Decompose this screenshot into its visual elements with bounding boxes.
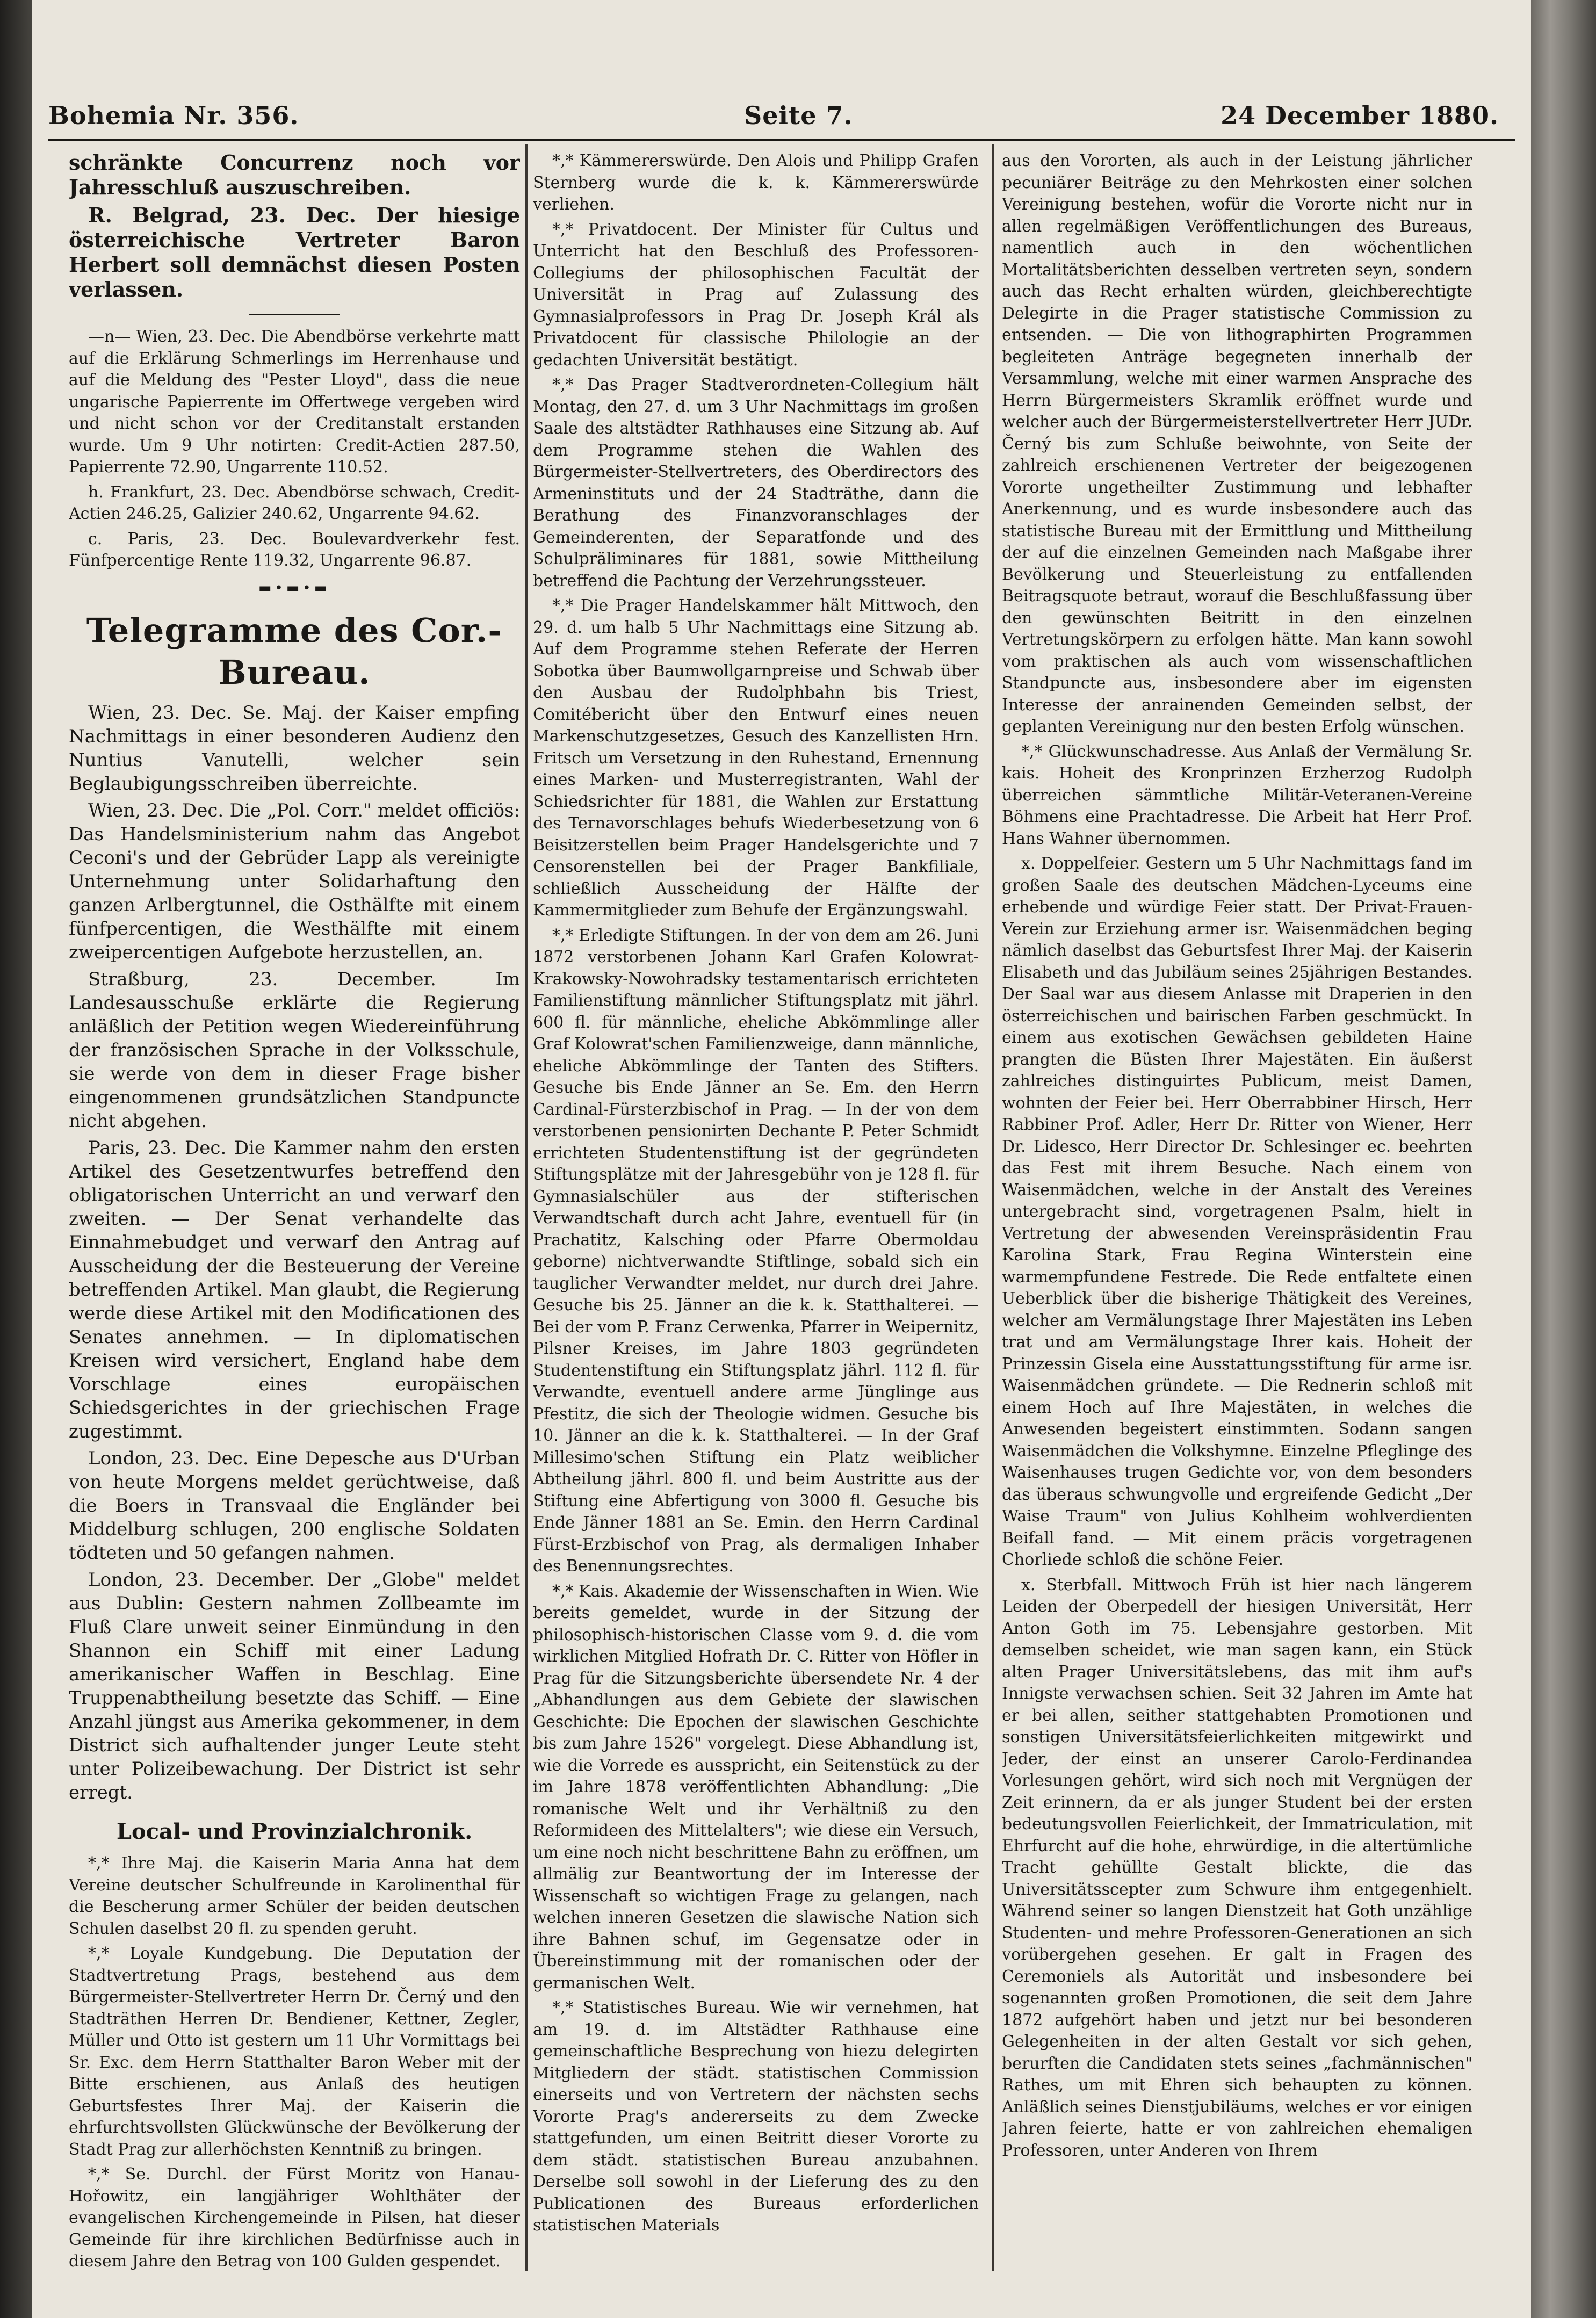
stock-report: —n— Wien, 23. Dec. Die Abendbörse verkehrte matt auf die Erklärung Schmerlings im Herrenhause und auf die Meldung des "Pester Lloyd", dass die neue ungarische Papierrente im Offertwege vergeben wird und nicht schon vor der Creditanstalt erstanden wurde. Um 9 Uhr notirten: Credit-Actien 287.50, Papierrente 72.90, Ungarrente 110.52. — [69, 327, 520, 476]
telegram-item: Straßburg, 23. December. Im Landesausschuße erklärte die Regierung anläßlich der Petition wegen Wiedereinführung der französischen Sprache in der Volksschule, sie werde von dem in dieser Frage bisher eingenommenen grundsätzlichen Standpuncte nicht abgehen. — [69, 969, 520, 1132]
local-item: *,* Glückwunschadresse. Aus Anlaß der Vermälung Sr. kais. Hoheit des Kronprinzen Erzherzog Rudolph überreichen sämmtliche Militär-Veteranen-Vereine Böhmens eine Prachtadresse. Die Arbeit hat Herr Prof. Hans Wahner übernommen. — [1002, 742, 1472, 848]
ornament-divider: ▬•▬•▬ — [258, 580, 331, 596]
local-item: *,* Kämmererswürde. Den Alois und Philipp Grafen Sternberg wurde die k. k. Kämmererswürde verliehen. — [533, 151, 979, 214]
column-1 — [69, 150, 520, 2272]
column-3 — [1002, 150, 1472, 2272]
section-title: Local- und Provinzialchronik. — [116, 1819, 473, 1844]
local-item: *,* Kais. Akademie der Wissenschaften in Wien. Wie bereits gemeldet, wurde in der Sitzung der philosophisch-historischen Classe vom 9. d. die vom wirklichen Mitglied Hofrath Dr. C. Ritter von Höfler in Prag für die Sitzungsberichte übersendete Nr. 4 der „Abhandlungen aus dem Gebiete der slawischen Geschichte: Die Epochen der slawischen Geschichte bis zum Jahre 1526" vorgelegt. Diese Abhandlung ist, wie die Vorrede es ausspricht, ein Seitenstück zu der im Jahre 1878 veröffentlichten Abhandlung: „Die romanische Welt und ihr Verhältniß zu den Reformideen des Mittelalters"; wie diese ein Versuch, um eine noch nicht beschrittene Bahn zu eröffnen, um allmälig zur Beantwortung der im Interesse der Wissenschaft so wichtigen Frage zu gelangen, nach welchen inneren Gesetzen die slawische Nation sich ihre Bahnen schuf, im Gegensatze oder in Übereinstimmung mit der romanischen oder der germanischen Welt. — [533, 1582, 979, 1992]
local-item: aus den Vororten, als auch in der Leistung jährlicher pecuniärer Beiträge zu den Mehrkosten einer solchen Vereinigung bestehen, wofür die Vororte nicht nur in allen regelmäßigen Veröffentlichungen des Bureaus, namentlich auch in den wöchentlichen Mortalitätsberichten desselben vertreten seyn, sondern auch das Recht erhalten würden, gleichberechtigte Delegirte in die Prager statistische Commission zu entsenden. — Die von lithographirten Programmen begleiteten Anträge begegneten innerhalb der Versammlung, welche mit einer warmen Ansprache des Herrn Bürgermeisters Skramlik eröffnet wurde und welcher auch der Bürgermeisterstellvertreter Herr JUDr. Černý bis zum Schluße beiwohnte, von Seite der zahlreich erschienenen Vertreter der beigezogenen Vororte ungetheilter Zustimmung und lebhafter Anerkennung, und es wurde insbesondere auch das statistische Bureau mit der Ermittlung und Mittheilung der auf die einzelnen Gemeinden nach Maßgabe ihrer Bevölkerung und Steuerleistung zu entfallenden Beitragsquote betraut, worauf die Beschlußfassung über den gewünschten Beitritt in den einzelnen Vertretungskörpern zu erfolgen hätte. Man kann sowohl vom praktischen als auch vom wissenschaftlichen Standpuncte aus, insbesondere aber im eigensten Interesse der anrainenden Gemeinden selbst, der geplanten Vereinigung nur den besten Erfolg wünschen. — [1002, 151, 1472, 736]
header-rule — [48, 139, 1515, 141]
local-item: x. Sterbfall. Mittwoch Früh ist hier nach längerem Leiden der Oberpedell der hiesigen Universität, Herr Anton Goth im 75. Lebensjahre gestorben. Mit demselben scheidet, wie man sagen kann, ein Stück alten Prager Universitätslebens, das mit ihm auf's Innigste verwachsen schien. Seit 32 Jahren im Amte hat er bei allen, seither stattgehabten Promotionen und sonstigen Universitätsfeierlichkeiten mitgewirkt und Jeder, der einst an unserer Carolo-Ferdinandea Vorlesungen gehört, wird sich noch mit Vergnügen der Zeit erinnern, da er als junger Student bei der ersten bedeutungsvollen Feierlichkeit, der Immatriculation, mit Ehrfurcht auf die hohe, ehrwürdige, in die altertümliche Tracht gehüllte Gestalt blickte, die das Universitätsscepter zum Schwure ihm entgegenhielt. Während seiner so langen Dienstzeit hat Goth unzählige Studenten- und mehre Professoren-Generationen an sich vorübergehen gesehen. Er galt in Fragen des Ceremoniels als Autorität und insbesondere bei sogenannten großen Promotionen, die seit dem Jahre 1872 aufgehört haben und jetzt nur bei besonderen Gelegenheiten in der alten Gestalt vor sich gehen, berurften die Candidaten stets seines „fachmännischen" Rathes, um mit Ehren sich behaupten zu können. Anläßlich seines Dienstjubiläums, welches er vor einigen Jahren feierte, hatte er von zahlreichen ehemaligen Professoren, unter Anderen von Ihrem — [1002, 1575, 1472, 2160]
local-item: *,* Se. Durchl. der Fürst Moritz von Hanau-Hořowitz, ein langjähriger Wohlthäter der evangelischen Kirchengemeinde in Pilsen, hat dieser Gemeinde für ihre kirchlichen Bedürfnisse auch in diesem Jahre den Betrag von 100 Gulden gespendet. — [69, 2165, 520, 2271]
section-title: Telegramme des Cor.-Bureau. — [86, 611, 503, 692]
local-item: *,* Die Prager Handelskammer hält Mittwoch, den 29. d. um halb 5 Uhr Nachmittags eine Sitzung ab. Auf dem Programme stehen Referate der Herren Sobotka über Baumwollgarnpreise und Schwab über den Ausbau der Rudolphbahn bis Triest, Comitébericht über den Entwurf eines neuen Markenschutzgesetzes, Gesuch des Kanzellisten Hrn. Fritsch um Versetzung in den Ruhestand, Ernennung eines Marken- und Musterregistranten, Wahl der Schiedsrichter für 1881, die Wahlen zur Erstattung des Ternavorschlages behufs Wiederbesetzung von 6 Beisitzerstellen beim Prager Handelsgerichte und 7 Censorenstellen bei der Prager Bankfiliale, schließlich Ausscheidung der Hälfte der Kammermitglieder zum Behufe der Ergänzungswahl. — [533, 596, 979, 920]
masthead-issue: Bohemia Nr. 356. — [48, 101, 299, 130]
local-item: *,* Statistisches Bureau. Wie wir vernehmen, hat am 19. d. im Altstädter Rathhause eine gemeinschaftliche Besprechung von hiezu delegirten Mitgliedern der städt. statistischen Commission einerseits und von Vertretern der nächsten sechs Vororte Prag's andererseits zu dem Zwecke stattgefunden, um einen Beitritt dieser Vororte zu dem städt. statistischen Bureau anzubahnen. Derselbe soll sowohl in der Lieferung des zu den Publicationen des Bureaus erforderlichen statistischen Materials — [533, 1998, 979, 2235]
article-paragraph: schränkte Concurrenz noch vor Jahresschluß auszuschreiben. — [69, 150, 520, 199]
scan-left-edge — [0, 0, 32, 2318]
telegram-item: Paris, 23. Dec. Die Kammer nahm den ersten Artikel des Gesetzentwurfes betreffend den obligatorischen Unterricht an und verwarf den zweiten. — Der Senat verhandelte das Einnahmebudget und verwarf den Antrag auf Ausscheidung der die Besteuerung der Vereine betreffenden Artikel. Man glaubt, die Regierung werde diese Artikel mit den Modificationen des Senates annehmen. — In diplomatischen Kreisen wird versichert, England habe dem Vorschlage eines europäischen Schiedsgerichtes in der griechischen Frage zugestimmt. — [69, 1137, 520, 1442]
telegram-item: London, 23. December. Der „Globe" meldet aus Dublin: Gestern nahmen Zollbeamte im Fluß Clare unweit seiner Einmündung in den Shannon ein Schiff mit einer Ladung amerikanischer Waffen in Beschlag. Eine Truppenabtheilung besetzte das Schiff. — Eine Anzahl jüngst aus Amerika gekommener, in dem District sich aufhaltender junger Leute steht unter Polizeibewachung. Der District ist sehr erregt. — [69, 1569, 520, 1803]
telegram-item: Wien, 23. Dec. Se. Maj. der Kaiser empfing Nachmittags in einer besonderen Audienz den Nuntius Vanutelli, welcher sein Beglaubigungsschreiben überreichte. — [69, 702, 520, 795]
column-rule-2 — [992, 144, 994, 2271]
telegram-item: London, 23. Dec. Eine Depesche aus D'Urban von heute Morgens meldet gerüchtweise, daß die Boers in Transvaal die Engländer bei Middelburg schlugen, 200 englische Soldaten tödteten und 50 gefangen nahmen. — [69, 1448, 520, 1564]
local-item: *,* Ihre Maj. die Kaiserin Maria Anna hat dem Vereine deutscher Schulfreunde in Karolinenthal für die Bescherung armer Schüler der beiden deutschen Schulen daselbst 20 fl. zu spenden geruht. — [69, 1854, 520, 1938]
issue-date: 24 December 1880. — [1221, 101, 1499, 130]
local-item: *,* Das Prager Stadtverordneten-Collegium hält Montag, den 27. d. um 3 Uhr Nachmittags im großen Saale des altstädter Rathhauses eine Sitzung ab. Auf dem Programme stehen die Wahlen des Bürgermeister-Stellvertreters, des Oberdirectors des Armeninstituts und der 24 Stadträthe, dann die Berathung des Finanzvoranschlages der Gemeinderenten, der Separatfonde und des Schulpräliminares für 1881, sowie Mittheilung betreffend die Pachtung der Verzehrungssteuer. — [533, 375, 979, 590]
page-header — [48, 81, 1520, 140]
stock-report: h. Frankfurt, 23. Dec. Abendbörse schwach, Credit-Actien 246.25, Galizier 240.62, Ungarrente 94.62. — [69, 482, 520, 523]
article-paragraph: R. Belgrad, 23. Dec. Der hiesige österreichische Vertreter Baron Herbert soll demnächst diesen Posten verlassen. — [69, 203, 520, 301]
local-item: *,* Erledigte Stiftungen. In der von dem am 26. Juni 1872 verstorbenen Johann Karl Grafen Kolowrat-Krakowsky-Nowohradsky testamentarisch errichteten Familienstiftung männlicher Stiftungsplatz mit jährl. 600 fl. für männliche, eheliche Abkömmlinge aller Graf Kolowrat'schen Familienzweige, dann männliche, eheliche Abkömmlinge der Tanten des Stifters. Gesuche bis Ende Jänner an Se. Em. den Herrn Cardinal-Fürsterzbischof in Prag. — In der von dem verstorbenen pensionirten Dechante P. Peter Schmidt errichteten Studentenstiftung ist der gegründeten Stiftungsplätze mit der Jahresgebühr von je 128 fl. für Gymnasialschüler aus der stifterischen Verwandtschaft durch acht Jahre, eventuell für (in Prachatitz, Kalsching oder Pfarre Obermoldau geborne) nichtverwandte Stiftlinge, sobald sich ein tauglicher Verwandter meldet, nur durch drei Jahre. Gesuche bis 25. Jänner an die k. k. Statthalterei. — Bei der vom P. Franz Cerwenka, Pfarrer in Weipernitz, Pilsner Kreises, im Jahre 1803 gegründeten Studentenstiftung ein Stiftungsplatz jährl. 112 fl. für Verwandte, eventuell andere arme Jünglinge aus Pfestitz, die sich der Theologie widmen. Gesuche bis 10. Jänner an die k. k. Statthalterei. — In der Graf Millesimo'schen Stiftung ein Platz weiblicher Abtheilung jährl. 800 fl. und beim Austritte aus der Stiftung eine Abfertigung von 3000 fl. Gesuche bis Ende Jänner 1881 an Se. Emin. den Herrn Cardinal Fürst-Erzbischof von Prag, als dermaligen Inhaber des Benennungsrechtes. — [533, 926, 979, 1576]
telegram-item: Wien, 23. Dec. Die „Pol. Corr." meldet officiös: Das Handelsministerium nahm das Angebot Ceconi's und der Gebrüder Lapp als vereinigte Unternehmung unter Solidarhaftung den ganzen Arlbergtunnel, die Osthälfte mit einem fünfpercentigen, die Westhälfte mit einem zweipercentigen Aufgebote herzustellen, an. — [69, 800, 520, 963]
column-rule-1 — [525, 144, 528, 2271]
scan-right-edge — [1531, 0, 1596, 2318]
column-2 — [533, 150, 979, 2272]
local-item: *,* Loyale Kundgebung. Die Deputation der Stadtvertretung Prags, bestehend aus dem Bürgermeister-Stellvertreter Herrn Dr. Černý und den Stadträthen Herren Dr. Bendiener, Kettner, Zegler, Müller und Otto ist gestern um 11 Uhr Vormittags bei Sr. Exc. dem Herrn Statthalter Baron Weber mit der Bitte erschienen, aus Anlaß des heutigen Geburtsfestes Ihrer Maj. der Kaiserin die ehrfurchtsvollsten Glückwünsche der Bevölkerung der Stadt Prag zur allerhöchsten Kenntniß zu bringen. — [69, 1944, 520, 2159]
page-number: Seite 7. — [744, 101, 853, 130]
local-item: x. Doppelfeier. Gestern um 5 Uhr Nachmittags fand im großen Saale des deutschen Mädchen-Lyceums eine erhebende und würdige Feier statt. Der Privat-Frauen-Verein zur Erziehung armer isr. Waisenmädchen beging nämlich daselbst das Geburtsfest Ihrer Maj. der Kaiserin Elisabeth und das Jubiläum seines 25jährigen Bestandes. Der Saal war aus diesem Anlasse mit Draperien in den österreichischen und bairischen Farben geschmückt. In einem aus exotischen Gewächsen gebildeten Haine prangten die Büsten Ihrer Majestäten. Ein äußerst zahlreiches distinguirtes Publicum, meist Damen, wohnten der Feier bei. Herr Oberrabbiner Hirsch, Herr Rabbiner Prof. Adler, Herr Dr. Ritter von Wiener, Herr Dr. Lidesco, Herr Director Dr. Schlesinger ec. beehrten das Fest mit ihrem Besuche. Nach einem von Waisenmädchen, welche in der Anstalt des Vereines untergebracht sind, vorgetragenen Psalm, hielt in Vertretung der abwesenden Vereinspräsidentin Frau Karolina Stark, Frau Regina Winterstein eine warmempfundene Festrede. Die Rede entfaltete einen Ueberblick über die bisherige Thätigkeit des Vereines, welcher am Vermälungstage Ihrer Majestäten ins Leben trat und am Vermälungstage Ihrer kais. Hoheit der Prinzessin Gisela eine Ausstattungsstiftung für arme isr. Waisenmädchen gründete. — Die Rednerin schloß mit einem Hoch auf Ihre Majestäten, in welches die Anwesenden begeistert einstimmten. Sodann sangen Waisenmädchen die Volkshymne. Einzelne Pfleglinge des Waisenhauses trugen Gedichte vor, von dem besonders das überaus schwungvolle und ergreifende Gedicht „Der Waise Traum" von Julius Kohlheim wohlverdienten Beifall fand. — Mit einem präcis vorgetragenen Chorliede schloß die schöne Feier. — [1002, 854, 1472, 1569]
separator — [249, 314, 340, 315]
local-item: *,* Privatdocent. Der Minister für Cultus und Unterricht hat den Beschluß des Professoren-Collegiums der philosophischen Facultät der Universität in Prag auf Zulassung des Gymnasialprofessors in Prag Dr. Joseph Král als Privatdocent für classische Philologie an der gedachten Universität bestätigt. — [533, 220, 979, 370]
stock-report: c. Paris, 23. Dec. Boulevardverkehr fest. Fünfpercentige Rente 119.32, Ungarrente 96.87. — [69, 529, 520, 570]
